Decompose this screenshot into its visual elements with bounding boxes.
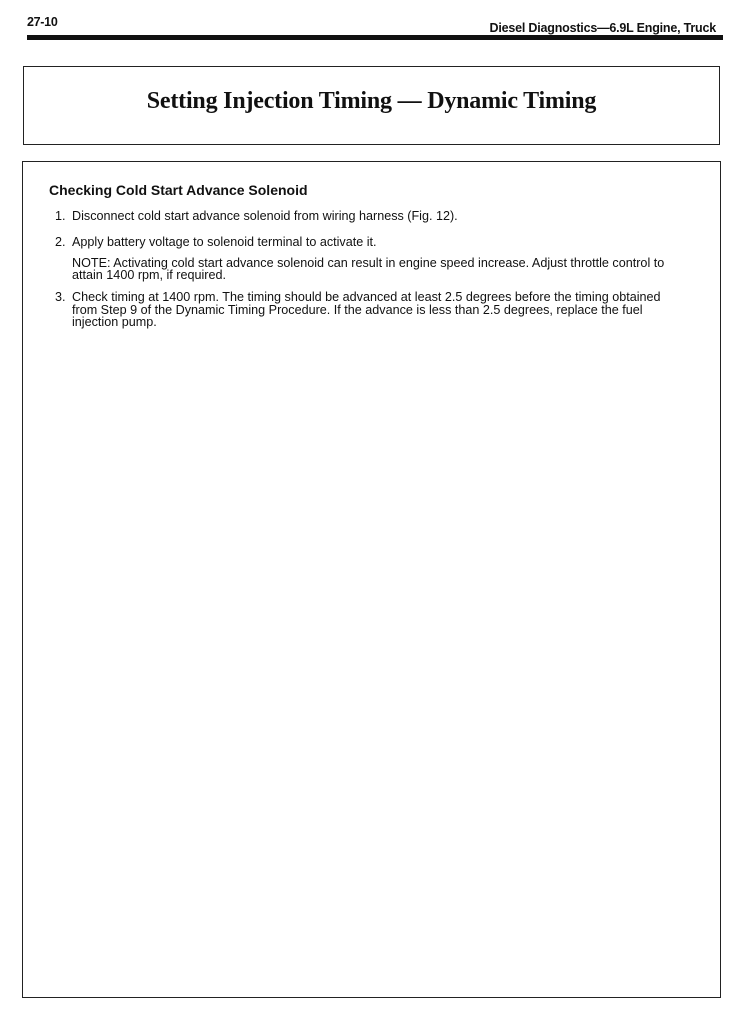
step-number: 3.	[55, 290, 66, 304]
step-note: NOTE: Activating cold start advance solenoid can result in engine speed increase. Adjust throttle control to attain 1400 rpm, if required.	[72, 255, 665, 282]
step-1	[55, 210, 675, 223]
step-number: 2.	[55, 235, 66, 249]
step-text: Check timing at 1400 rpm. The timing should be advanced at least 2.5 degrees before the timing obtained from Step 9 of the Dynamic Timing Procedure. If the advance is less than 2.5 degrees, replace the fuel injection pump.	[72, 290, 661, 329]
content-box	[22, 161, 721, 998]
title-box	[23, 66, 720, 145]
header-rule	[27, 35, 723, 40]
running-head: Diesel Diagnostics—6.9L Engine, Truck	[489, 21, 716, 35]
step-number: 1.	[55, 209, 66, 223]
step-3	[55, 291, 675, 329]
step-2	[55, 236, 675, 282]
step-text: Apply battery voltage to solenoid terminal to activate it.	[72, 235, 377, 249]
page-title: Setting Injection Timing — Dynamic Timing	[146, 88, 597, 114]
step-text: Disconnect cold start advance solenoid from wiring harness (Fig. 12).	[72, 209, 458, 223]
section-heading: Checking Cold Start Advance Solenoid	[49, 182, 308, 198]
page-number: 27-10	[27, 15, 58, 29]
page-header	[27, 14, 722, 34]
